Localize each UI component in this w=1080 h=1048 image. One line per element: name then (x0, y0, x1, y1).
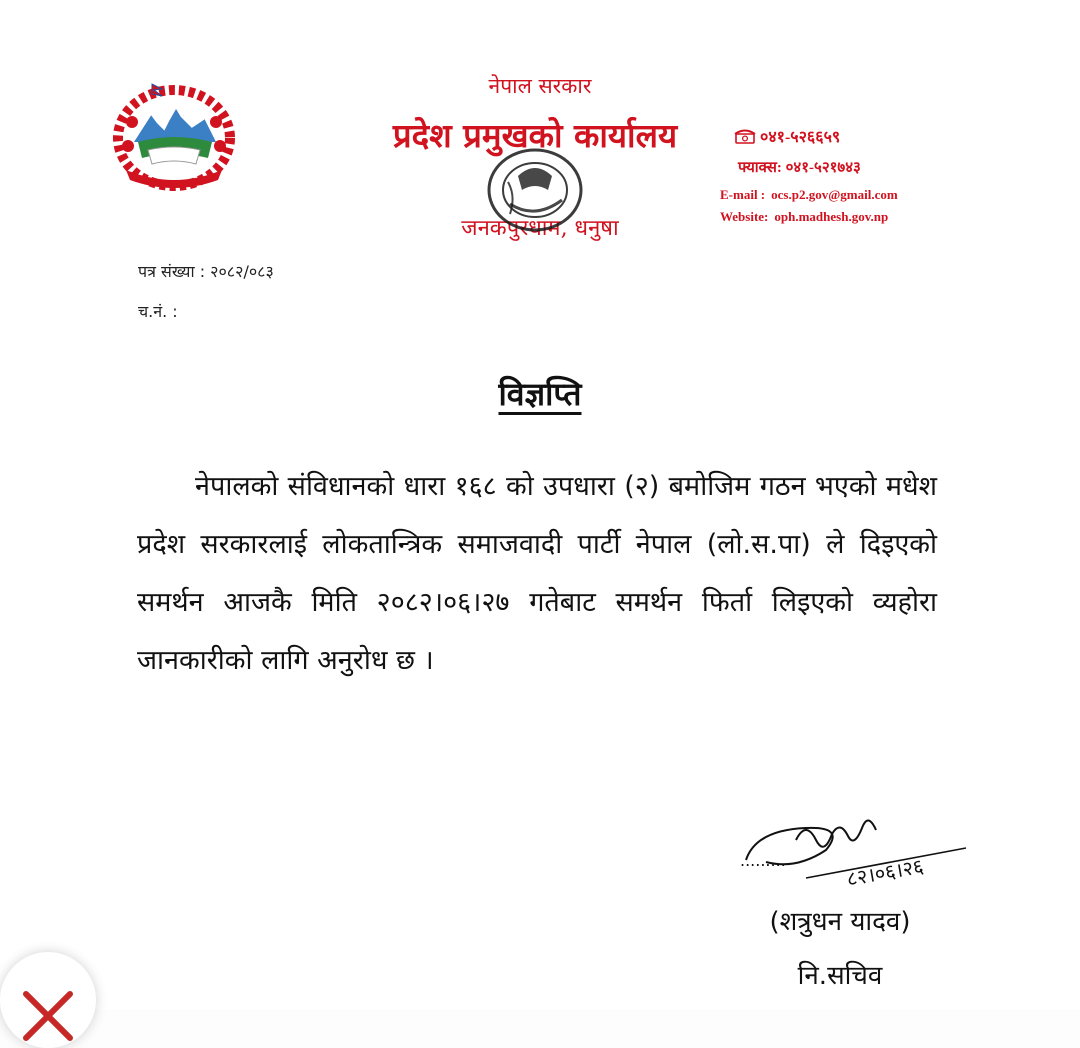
office-name: प्रदेश प्रमुखको कार्यालय (392, 116, 678, 155)
phone-number: ०४१-५२६६५९ (760, 129, 841, 146)
phone-line (734, 122, 950, 150)
svg-text:.........: ......... (740, 851, 786, 870)
office-location: जनकपुरधाम, धनुषा (461, 216, 619, 241)
website-line (720, 206, 950, 228)
close-icon (20, 988, 76, 1044)
email-line (720, 184, 950, 206)
reference-number: पत्र संख्या : २०८२/०८३ (138, 262, 274, 281)
email-address: ocs.p2.gov@gmail.com (771, 187, 898, 202)
close-button[interactable] (0, 952, 96, 1048)
email-label: E-mail : (720, 187, 766, 202)
office-stamp-icon (470, 130, 600, 250)
website-label: Website: (720, 209, 769, 224)
nepal-emblem-icon (108, 80, 240, 192)
fax-number: फ्याक्स: ०४१-५२१७४३ (738, 160, 861, 176)
signer-name: (शत्रुधन यादव) (769, 907, 911, 937)
signer-designation: नि.सचिव (797, 961, 883, 991)
website-address: oph.madhesh.gov.np (774, 209, 889, 224)
government-name: नेपाल सरकार (488, 74, 592, 98)
notice-title: विज्ञप्ति (498, 375, 582, 413)
notice-body: नेपालको संविधानको धारा १६८ को उपधारा (२) बमोजिम गठन भएको मधेश प्रदेश सरकारलाई लोकतान्त्रिक समाजवादी पार्टी नेपाल (लो.स.पा) ले दिइएको समर्थन आजकै मिति २०८२।०६।२७ गतेबाट समर्थन फिर्ता लिइएको व्यहोरा जानकारीको लागि अनुरोध छ । (137, 471, 937, 676)
signature-icon (736, 800, 986, 900)
svg-text:८२।०६।२६: ८२।०६।२६ (844, 853, 926, 891)
contact-block (720, 122, 950, 228)
phone-icon (734, 128, 756, 144)
dispatch-number: च.नं. : (138, 302, 178, 321)
